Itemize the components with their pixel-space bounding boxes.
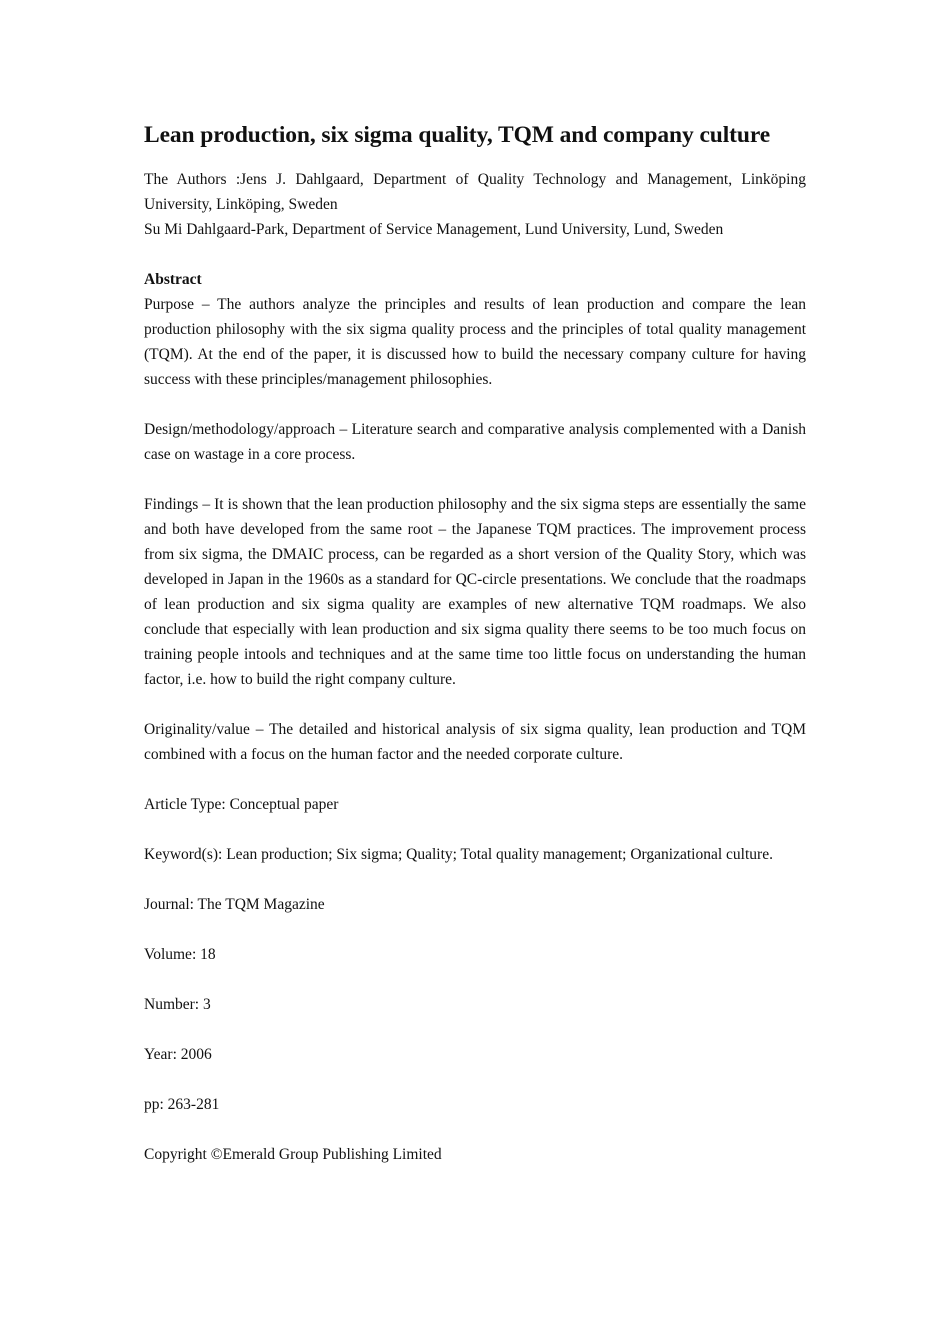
abstract-purpose: Purpose – The authors analyze the principles and results of lean production and compare the lean production philosophy with the six sigma quality process and the principles of total quality management (TQM). At the end of the paper, it is discussed how to build the necessary company culture for having success with these principles/management philosophies. bbox=[144, 296, 806, 388]
abstract-design: Design/methodology/approach – Literature search and comparative analysis complemented with a Danish case on wastage in a core process. bbox=[144, 421, 806, 463]
article-type: Article Type: Conceptual paper bbox=[144, 796, 339, 813]
author-line-1: The Authors :Jens J. Dahlgaard, Department of Quality Technology and Management, Linköping University, Linköping, Sweden bbox=[144, 171, 806, 213]
year: Year: 2006 bbox=[144, 1046, 212, 1063]
journal: Journal: The TQM Magazine bbox=[144, 896, 325, 913]
author-block bbox=[144, 167, 806, 242]
pages: pp: 263-281 bbox=[144, 1096, 220, 1113]
abstract-findings: Findings – It is shown that the lean production philosophy and the six sigma steps are essentially the same and both have developed from the same root – the Japanese TQM practices. The improvement process from six sigma, the DMAIC process, can be regarded as a short version of the Quality Story, which was developed in Japan in the 1960s as a standard for QC-circle presentations. We conclude that the roadmaps of lean production and six sigma quality are examples of new alternative TQM roadmaps. We also conclude that especially with lean production and six sigma quality there seems to be too much focus on training people intools and techniques and at the same time too little focus on understanding the human factor, i.e. how to build the right company culture. bbox=[144, 496, 806, 688]
paper-title: Lean production, six sigma quality, TQM and company culture bbox=[144, 122, 771, 148]
abstract-originality: Originality/value – The detailed and historical analysis of six sigma quality, lean production and TQM combined with a focus on the human factor and the needed corporate culture. bbox=[144, 721, 806, 763]
abstract-heading: Abstract bbox=[144, 271, 202, 288]
issue-number: Number: 3 bbox=[144, 996, 211, 1013]
keywords: Keyword(s): Lean production; Six sigma; Quality; Total quality management; Organizational culture. bbox=[144, 846, 773, 863]
copyright: Copyright ©Emerald Group Publishing Limited bbox=[144, 1146, 442, 1163]
author-line-2: Su Mi Dahlgaard-Park, Department of Service Management, Lund University, Lund, Sweden bbox=[144, 221, 724, 238]
document-body bbox=[144, 120, 806, 1192]
volume: Volume: 18 bbox=[144, 946, 216, 963]
